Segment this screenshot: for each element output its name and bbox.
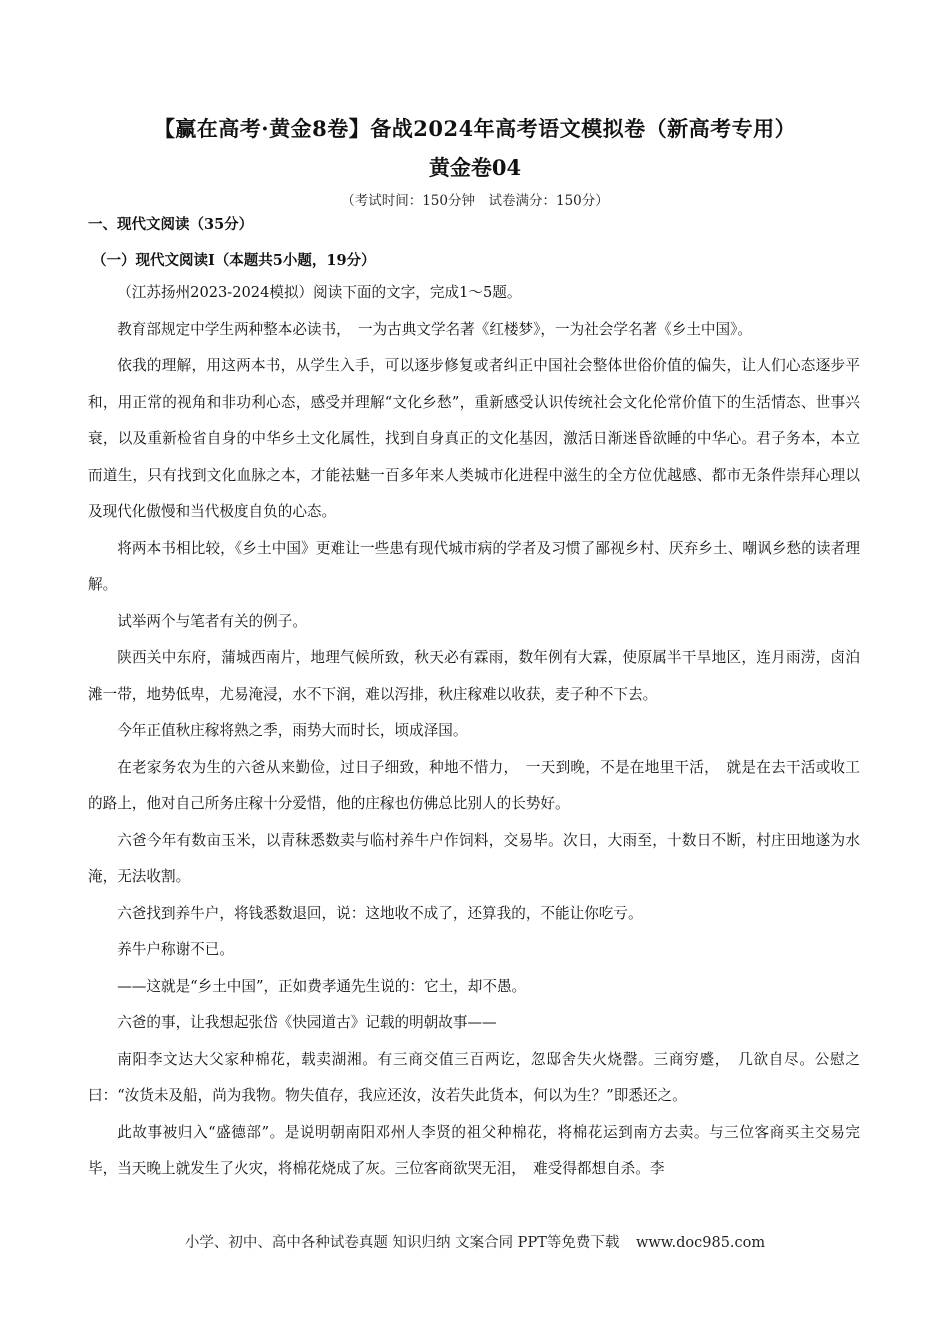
paragraph: 六爸找到养牛户，将钱悉数退回，说：这地收不成了，还算我的，不能让你吃亏。 (117, 904, 643, 922)
paragraph: 在老家务农为生的六爸从来勤俭，过日子细致，种地不惜力， 一天到晚，不是在地里干活， 就是在去干活或收工的路上，他对自己所务庄稼十分爱惜，他的庄稼也仿佛总比别人的长势好。 (88, 758, 860, 812)
reading-passage (88, 275, 860, 1188)
paragraph: 六爸今年有数亩玉米，以青秣悉数卖与临村养牛户作饲料，交易毕。次日，大雨至，十数日不断，村庄田地遂为水淹，无法收割。 (88, 831, 860, 885)
document-subtitle: 黄金卷04 (428, 155, 522, 180)
paragraph: 六爸的事，让我想起张岱《快园道古》记载的明朝故事—— (117, 1014, 497, 1031)
footer-text: 小学、初中、高中各种试卷真题 知识归纳 文案合同 PPT等免费下载 (184, 1235, 620, 1251)
paragraph: 今年正值秋庄稼将熟之季，雨势大而时长，顷成泽国。 (117, 722, 468, 739)
paragraph: 试举两个与笔者有关的例子。 (117, 612, 307, 630)
paragraph: 此故事被归入“盛德部”。是说明朝南阳邓州人李贤的祖父种棉花，将棉花运到南方去卖。与三位客商买主交易完毕，当天晚上就发生了火灾，将棉花烧成了灰。三位客商欲哭无泪， 难受得都想自杀。李 (88, 1123, 860, 1177)
section-heading: 一、现代文阅读（35分） (88, 216, 254, 233)
paragraph: 养牛户称谢不已。 (117, 941, 234, 958)
section-subheading: （一）现代文阅读Ⅰ（本题共5小题，19分） (92, 252, 376, 269)
paragraph: 依我的理解，用这两本书，从学生入手，可以逐步修复或者纠正中国社会整体世俗价值的偏失，让人们心态逐步平和，用正常的视角和非功利心态，感受并理解“文化乡愁”，重新感受认识传统社会文化伦常价值下的生活情态、世事兴衰，以及重新检省自身的中华乡土文化属性，找到自身真正的文化基因，激活日渐迷昏欲睡的中华心。君子务本，本立而道生，只有找到文化血脉之本，才能祛魅一百多年来人类城市化进程中滋生的全方位优越感、都市无条件崇拜心理以及现代化傲慢和当代极度自负的心态。 (88, 357, 860, 520)
exam-info: （考试时间：150分钟 试卷满分：150分） (341, 193, 609, 209)
document-title: 【赢在高考·黄金8卷】备战2024年高考语文模拟卷（新高考专用） (153, 116, 797, 141)
page-footer (0, 1231, 950, 1252)
footer-link[interactable]: www.doc985.com (635, 1235, 766, 1251)
paragraph: 将两本书相比较，《乡土中国》更难让一些患有现代城市病的学者及习惯了鄙视乡村、厌弃乡土、嘲讽乡愁的读者理解。 (88, 539, 860, 593)
paragraph: 陕西关中东府，蒲城西南片，地理气候所致，秋天必有霖雨，数年例有大霖，使原属半干旱地区，连月雨涝，卤泊滩一带，地势低卑，尤易淹浸，水不下润，难以泻排，秋庄稼难以收获，麦子种不下去。 (88, 649, 860, 703)
paragraph: ——这就是“乡土中国”，正如费孝通先生说的：它土，却不愚。 (117, 977, 527, 995)
paragraph: （江苏扬州2023-2024模拟）阅读下面的文字，完成1～5题。 (117, 284, 522, 301)
paragraph: 南阳李文达大父家种棉花，载卖湖湘。有三商交值三百两讫，忽邸舍失火烧罄。三商穷蹙， 几欲自尽。公慰之曰：“汝货未及船，尚为我物。物失值存，我应还汝，汝若失此货本，何以为生？”即悉还之。 (88, 1050, 860, 1104)
paragraph: 教育部规定中学生两种整本必读书， 一为古典文学名著《红楼梦》，一为社会学名著《乡土中国》。 (117, 320, 753, 338)
